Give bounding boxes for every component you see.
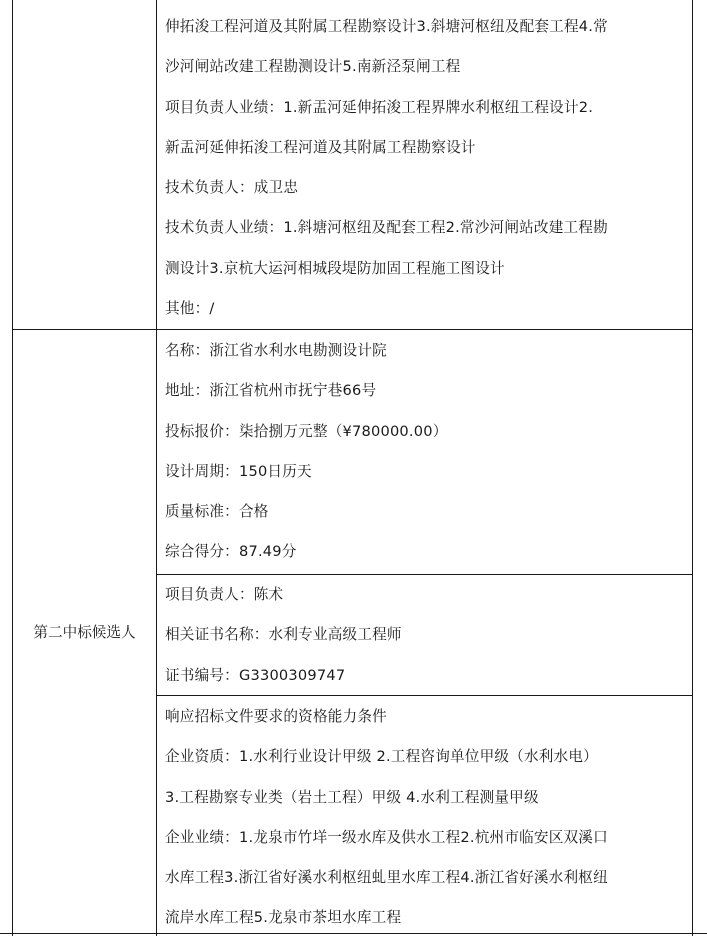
text-line: 测设计3.京杭大运河相城段堤防加固工程施工图设计: [165, 259, 505, 277]
project-manager: 项目负责人：陈术: [165, 586, 284, 603]
text-line: 企业业绩：1.龙泉市竹垟一级水库及供水工程2.杭州市临安区双溪口: [165, 828, 608, 846]
certificate-number: 证书编号：G3300309747: [165, 666, 346, 684]
project-manager-info: [165, 575, 690, 696]
qualification-heading: 响应招标文件要求的资格能力条件: [165, 708, 387, 725]
text-line: 伸拓浚工程河道及其附属工程勘察设计3.斜塘河枢纽及配套工程4.常: [165, 18, 608, 35]
candidate-label: 第二中标候选人: [33, 624, 136, 641]
previous-candidate-details: [165, 7, 690, 329]
text-line: 新盂河延伸拓浚工程河道及其附属工程勘察设计: [165, 138, 476, 156]
bid-price: 投标报价：柒拾捌万元整（¥780000.00）: [165, 422, 448, 440]
text-line: 技术负责人：成卫忠: [165, 179, 299, 197]
total-score: 综合得分：87.49分: [165, 543, 297, 561]
text-line: 流岸水库工程5.龙泉市茶坦水库工程: [165, 909, 402, 927]
table-border-right: [692, 0, 693, 936]
qualification-info: [165, 697, 690, 939]
text-line: 项目负责人业绩：1.新盂河延伸拓浚工程界牌水利枢纽工程设计2.: [165, 98, 594, 116]
text-line: 企业资质：1.水利行业设计甲级 2.工程咨询单位甲级（水利水电）: [165, 748, 598, 766]
text-line: 水库工程3.浙江省好溪水利枢纽虬里水库工程4.浙江省好溪水利枢纽: [165, 869, 608, 887]
candidate-info: [165, 331, 690, 573]
company-address: 地址：浙江省杭州市抚宁巷66号: [165, 382, 377, 400]
text-line: 技术负责人业绩：1.斜塘河枢纽及配套工程2.常沙河闸站改建工程勘: [165, 219, 608, 237]
company-name: 名称：浙江省水利水电勘测设计院: [165, 342, 387, 359]
table-column-divider: [156, 0, 157, 936]
certificate-name: 相关证书名称：水利专业高级工程师: [165, 626, 402, 644]
text-line: 3.工程勘察专业类（岩土工程）甲级 4.水利工程测量甲级: [165, 788, 539, 806]
quality-standard: 质量标准：合格: [165, 503, 269, 521]
text-line: 其他：/: [165, 300, 215, 318]
design-period: 设计周期：150日历天: [165, 462, 312, 480]
text-line: 沙河闸站改建工程勘测设计5.南新泾泵闸工程: [165, 58, 461, 76]
